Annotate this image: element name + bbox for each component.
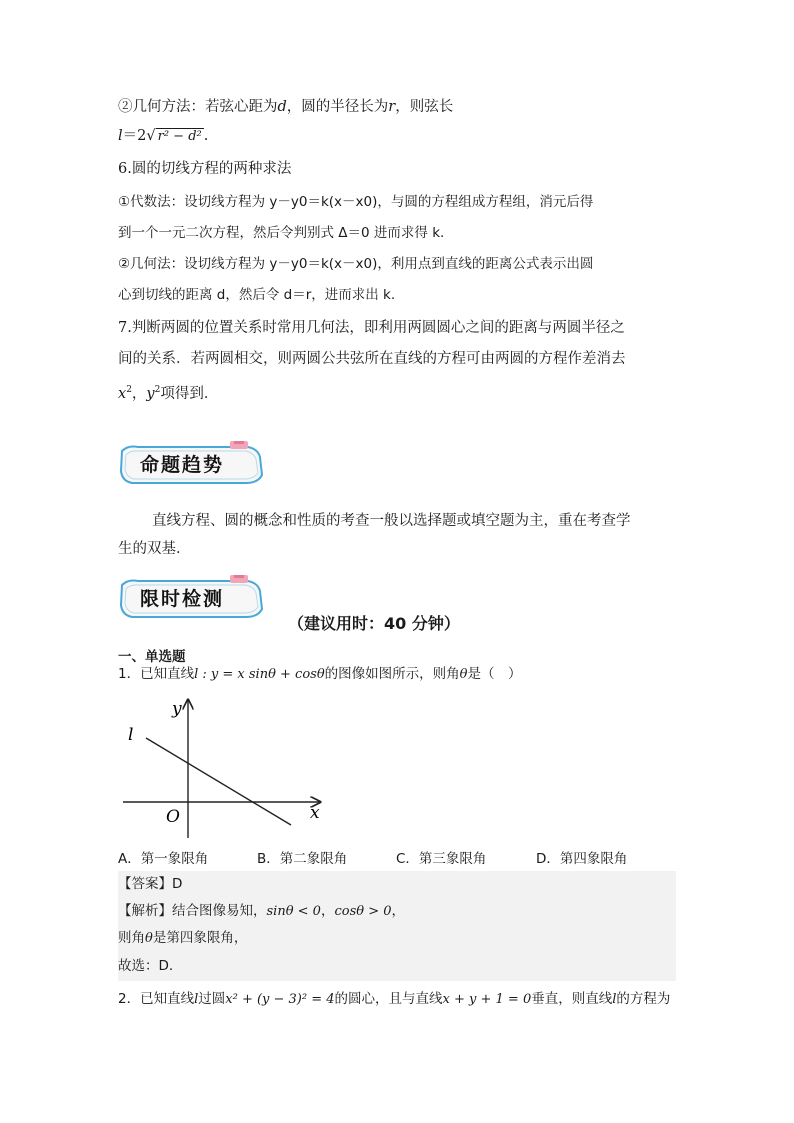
section-header: 一、单选题 [118,649,186,665]
choice-d[interactable]: D．第四象限角 [536,851,628,867]
sec6-line1: ①代数法：设切线方程为 y－y0＝k(x－x0)，与圆的方程组成方程组，消元后得 [118,194,594,210]
sec6-line3: ②几何法：设切线方程为 y－y0＝k(x－x0)，利用点到直线的距离公式表示出圆 [118,256,594,272]
suggested-time: （建议用时：40 分钟） [288,614,460,633]
sec7-line3: $x^2$，$y^2$项得到． [118,385,219,402]
answer-box [118,871,676,981]
chord-formula: l＝2√ r² − d² . [118,128,209,144]
kp-item2: ②几何方法：若弦心距为d，圆的半径长为r，则弦长 [118,99,454,115]
q1-graph [118,692,338,842]
conclusion: 则角θ是第四象限角， [118,930,248,946]
banner-trend-title: 命题趋势 [140,454,225,476]
sec6-line4: 心到切线的距离 d，然后令 d＝r，进而求出 k. [118,287,396,303]
sec6-title: 6.圆的切线方程的两种求法 [118,161,292,177]
banner-test [118,575,264,619]
trend-line1: 直线方程、圆的概念和性质的考查一般以选择题或填空题为主，重在考查学 [152,513,631,529]
sqrt-expression: r² − d² [157,129,202,144]
origin-label: O [166,807,180,827]
banner-trend [118,441,264,485]
choice-a[interactable]: A．第一象限角 [118,851,209,867]
choice-b[interactable]: B．第二象限角 [257,851,348,867]
analysis: 【解析】结合图像易知，sinθ < 0，cosθ > 0， [118,903,406,919]
trend-line2: 生的双基． [118,541,191,557]
sec6-line2: 到一个一元二次方程，然后令判别式 Δ＝0 进而求得 k. [118,225,445,241]
banner-test-title: 限时检测 [140,588,225,610]
q1-stem: 1．已知直线l : y = x sinθ + cosθ的图像如图所示，则角θ是（ ） [118,666,522,682]
sec7-line1: 7.判断两圆的位置关系时常用几何法，即利用两圆圆心之间的距离与两圆半径之 [118,320,625,336]
y-axis-label: y [172,699,182,719]
q2-stem: 2．已知直线l过圆x² + (y − 3)² = 4的圆心，且与直线x + y + 1 = 0垂直，则直线l的方程为 [118,991,671,1007]
x-axis-label: x [310,803,320,823]
answer: 【答案】D [118,876,183,892]
line-label: l [128,725,134,745]
final-choice: 故选：D. [118,958,174,974]
sec7-line2: 间的关系．若两圆相交，则两圆公共弦所在直线的方程可由两圆的方程作差消去 [118,351,626,367]
choice-c[interactable]: C．第三象限角 [396,851,487,867]
